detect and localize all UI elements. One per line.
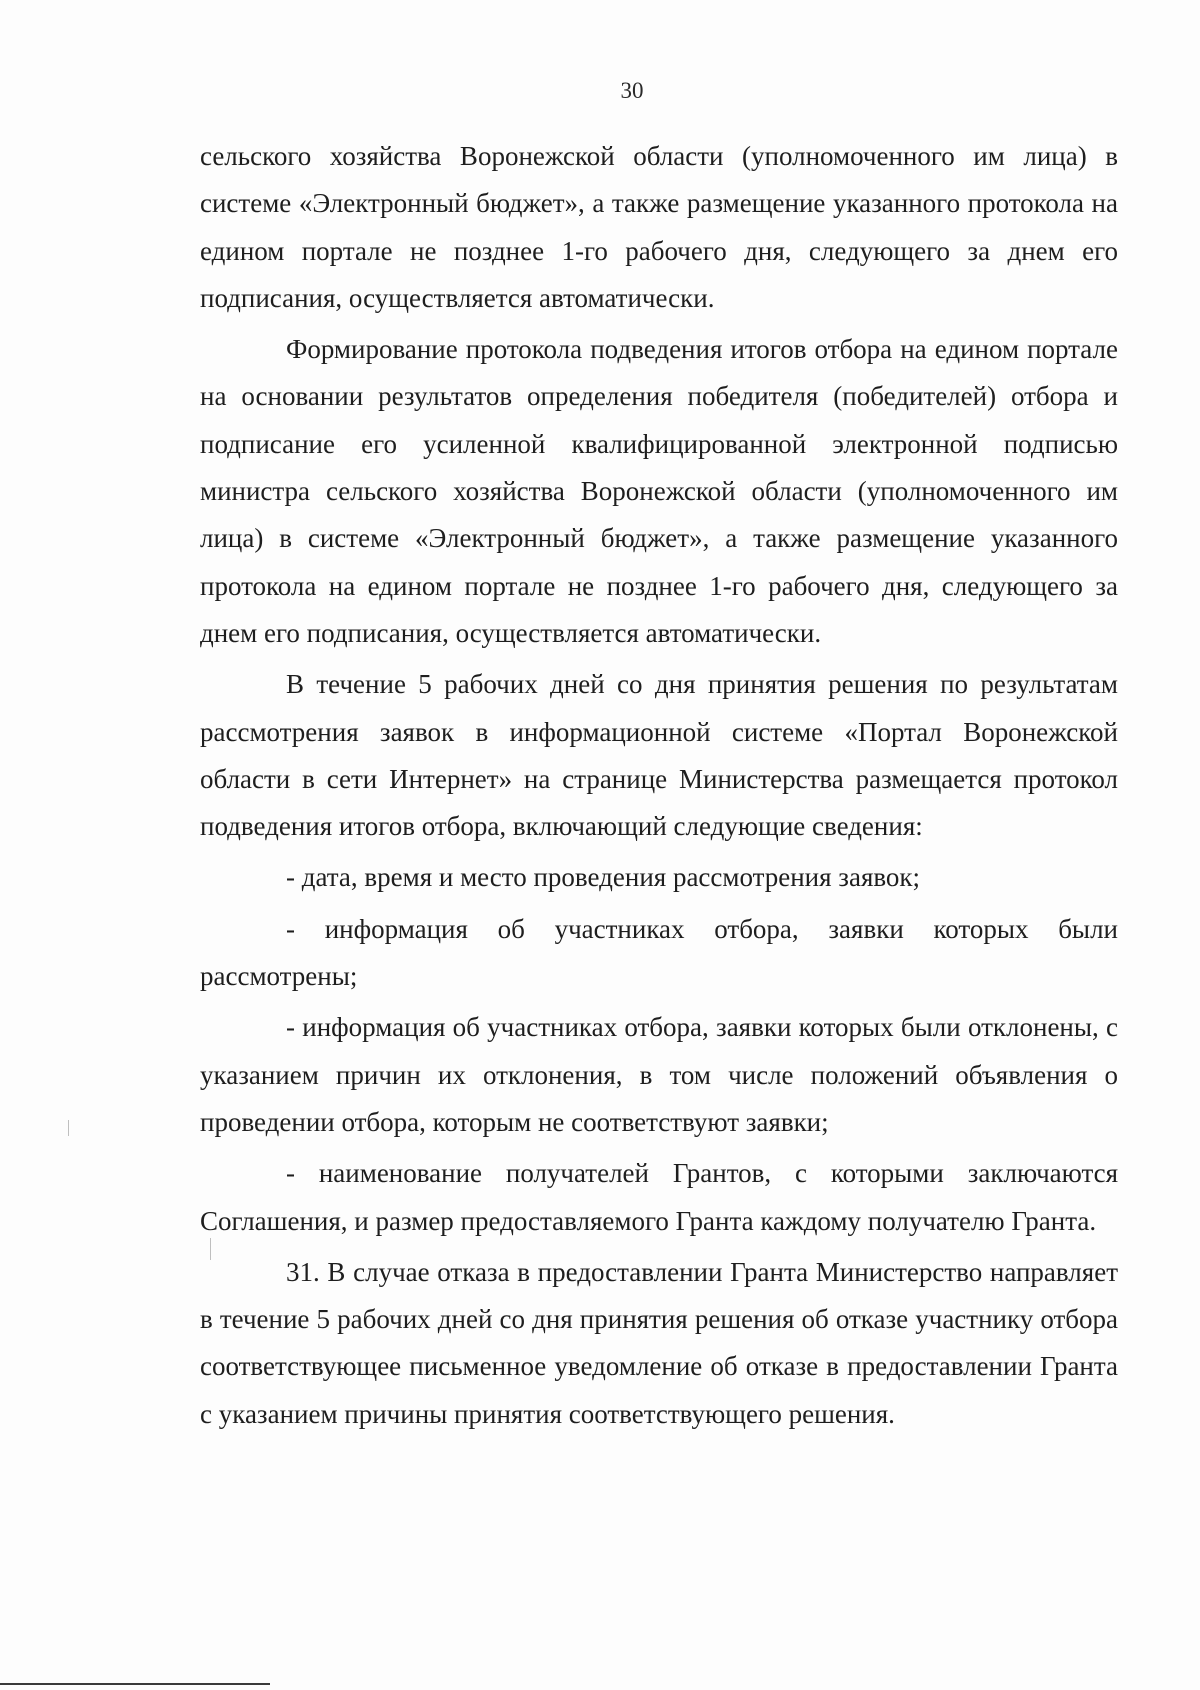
paragraph-protocol-publication: В течение 5 рабочих дней со дня принятия решения по результатам рассмотрения заявок в информационной системе «Портал Воронежской области в сети Интернет» на странице Министерства размещается протокол подведения итогов отбора, включающий следующие сведения: bbox=[200, 669, 1118, 842]
paragraph-continuation: сельского хозяйства Воронежской области (уполномоченного им лица) в системе «Электронный бюджет», а также размещение указанного протокола на едином портале не позднее 1-го рабочего дня, следующего за днем его подписания, осуществляется автоматически. bbox=[200, 141, 1118, 313]
list-item-grant-recipients: - наименование получателей Грантов, с которыми заключаются Соглашения, и размер предоставляемого Гранта каждому получателю Гранта. bbox=[200, 1158, 1118, 1236]
list-item-rejected-participants: - информация об участниках отбора, заявки которых были отклонены, с указанием причин их отклонения, в том числе положений объявления о проведении отбора, которым не соответствуют заявки; bbox=[200, 1012, 1118, 1137]
scan-edge-line bbox=[0, 1683, 270, 1685]
scan-artifact-mark bbox=[68, 1120, 69, 1136]
paragraph-protocol-formation: Формирование протокола подведения итогов отбора на едином портале на основании результатов определения победителя (победителей) отбора и подписание его усиленной квалифицированной электронной подписью министра сельского хозяйства Воронежской области (уполномоченного им лица) в системе «Электронный бюджет», а также размещение указанного протокола на едином портале не позднее 1-го рабочего дня, следующего за днем его подписания, осуществляется автоматически. bbox=[200, 334, 1118, 648]
scan-artifact-mark bbox=[210, 1238, 211, 1260]
list-item-reviewed-participants: - информация об участниках отбора, заявки которых были рассмотрены; bbox=[200, 913, 1118, 992]
page-number: 30 bbox=[620, 78, 644, 103]
document-body bbox=[200, 133, 1118, 1438]
paragraph-section-31: 31. В случае отказа в предоставлении Гранта Министерство направляет в течение 5 рабочих дней со дня принятия решения об отказе участнику отбора соответствующее письменное уведомление об отказе в предоставлении Гранта с указанием причины принятия соответствующего решения. bbox=[200, 1256, 1118, 1429]
list-item-date-time-place: - дата, время и место проведения рассмотрения заявок; bbox=[286, 862, 921, 893]
